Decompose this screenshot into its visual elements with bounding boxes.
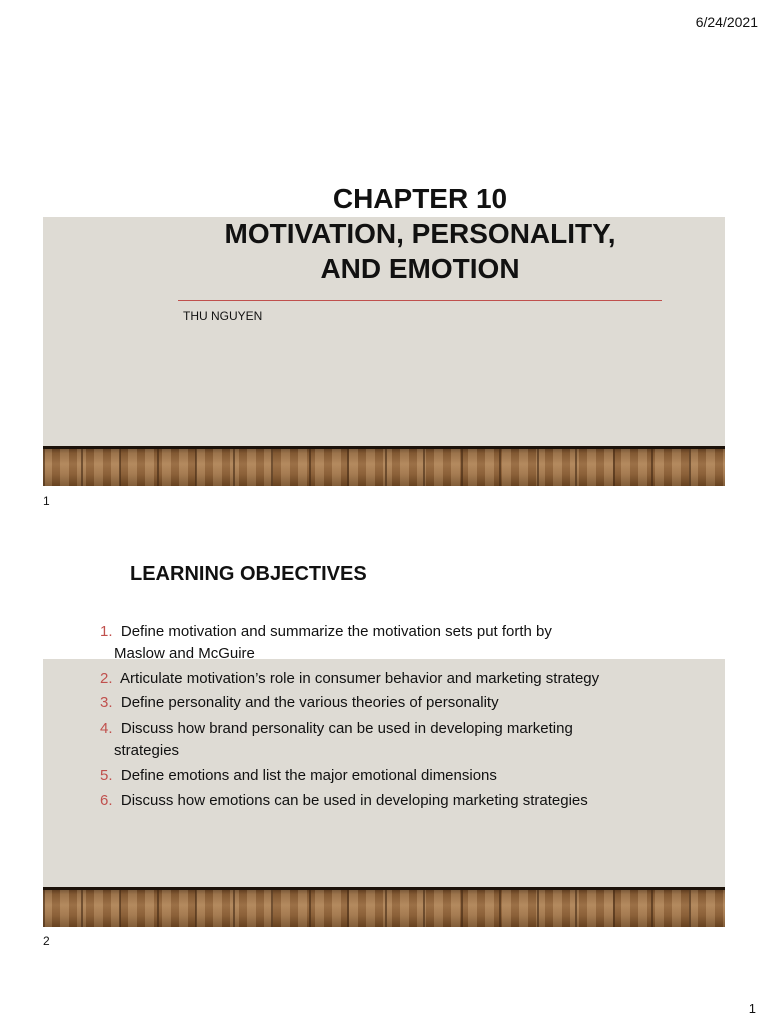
objective-text: Articulate motivation’s role in consumer behavior and marketing strategy xyxy=(120,670,600,687)
objective-item-1 xyxy=(100,621,700,665)
objective-item-3 xyxy=(100,692,700,714)
objective-item-6 xyxy=(100,790,700,812)
objective-text-continued: Maslow and McGuire xyxy=(114,645,255,662)
objective-item-4 xyxy=(100,718,700,762)
objective-number: 2. xyxy=(100,670,113,687)
objective-text: Define personality and the various theories of personality xyxy=(120,694,499,711)
slide-2-title: LEARNING OBJECTIVES xyxy=(130,563,367,585)
page-date: 6/24/2021 xyxy=(695,14,758,30)
slide-1-wood-floor-image xyxy=(43,446,725,486)
slide-1-number: 1 xyxy=(43,494,50,508)
objective-text: Define emotions and list the major emotional dimensions xyxy=(120,767,497,784)
objective-number: 4. xyxy=(100,720,113,737)
title-divider xyxy=(178,300,662,301)
slide-2-wood-floor-image xyxy=(43,887,725,927)
objective-number: 6. xyxy=(100,792,113,809)
title-line-1: CHAPTER 10 xyxy=(332,183,508,214)
slide-1-title xyxy=(178,181,662,286)
objective-item-2 xyxy=(100,668,700,690)
page-number: 1 xyxy=(748,1001,756,1016)
title-line-2: MOTIVATION, PERSONALITY, xyxy=(224,218,616,249)
objective-item-5 xyxy=(100,765,700,787)
objective-number: 3. xyxy=(100,694,113,711)
objective-text: Define motivation and summarize the motivation sets put forth by xyxy=(120,623,552,640)
objective-number: 5. xyxy=(100,767,113,784)
objective-text-continued: strategies xyxy=(114,742,180,759)
objective-number: 1. xyxy=(100,623,113,640)
objective-text: Discuss how emotions can be used in developing marketing strategies xyxy=(120,792,588,809)
slide-1-author: THU NGUYEN xyxy=(183,309,263,323)
slide-2-number: 2 xyxy=(43,934,50,948)
objective-text: Discuss how brand personality can be used in developing marketing xyxy=(120,720,573,737)
title-line-3: AND EMOTION xyxy=(320,253,520,284)
